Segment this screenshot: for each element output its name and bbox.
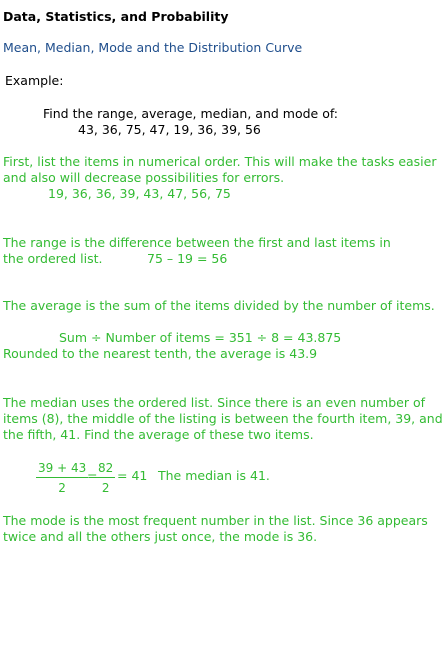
- fraction-denominator: 2: [101, 481, 110, 495]
- page-title: Data, Statistics, and Probability: [3, 9, 229, 24]
- fraction-numerator: 82: [96, 460, 115, 478]
- median-result: The median is 41.: [158, 468, 270, 483]
- average-explanation: The average is the sum of the items divided by the number of items.: [3, 298, 435, 313]
- question-line-1: Find the range, average, median, and mode of:: [43, 106, 339, 121]
- median-fraction-total: [96, 460, 115, 496]
- question-numbers: 43, 36, 75, 47, 19, 36, 39, 56: [78, 122, 261, 137]
- range-calculation: 75 – 19 = 56: [147, 251, 228, 266]
- fraction-numerator: 39 + 43: [36, 460, 88, 478]
- equals-sign: =: [87, 468, 98, 483]
- mode-explanation: The mode is the most frequent number in the list. Since 36 appears twice and all the others just once, the mode is 36.: [3, 513, 428, 544]
- order-instruction: First, list the items in numerical order. This will make the tasks easier and also will decrease possibilities for errors.: [3, 154, 437, 185]
- range-text-line-2: the ordered list.: [3, 251, 103, 266]
- page-subtitle: Mean, Median, Mode and the Distribution Curve: [3, 40, 303, 55]
- ordered-list: 19, 36, 36, 39, 43, 47, 56, 75: [48, 186, 231, 201]
- median-explanation: The median uses the ordered list. Since there is an even number of items (8), the middle of the listing is between the fourth item, 39, and the fifth, 41. Find the average of these two items.: [3, 395, 443, 442]
- fraction-denominator: 2: [58, 481, 66, 495]
- median-value: = 41: [117, 468, 148, 483]
- range-text-line-1: The range is the difference between the first and last items in: [3, 235, 391, 250]
- example-label: Example:: [5, 73, 64, 88]
- average-rounded: Rounded to the nearest tenth, the average is 43.9: [3, 346, 318, 361]
- median-fraction-sum: [36, 460, 88, 496]
- average-calculation: Sum ÷ Number of items = 351 ÷ 8 = 43.875: [59, 330, 342, 345]
